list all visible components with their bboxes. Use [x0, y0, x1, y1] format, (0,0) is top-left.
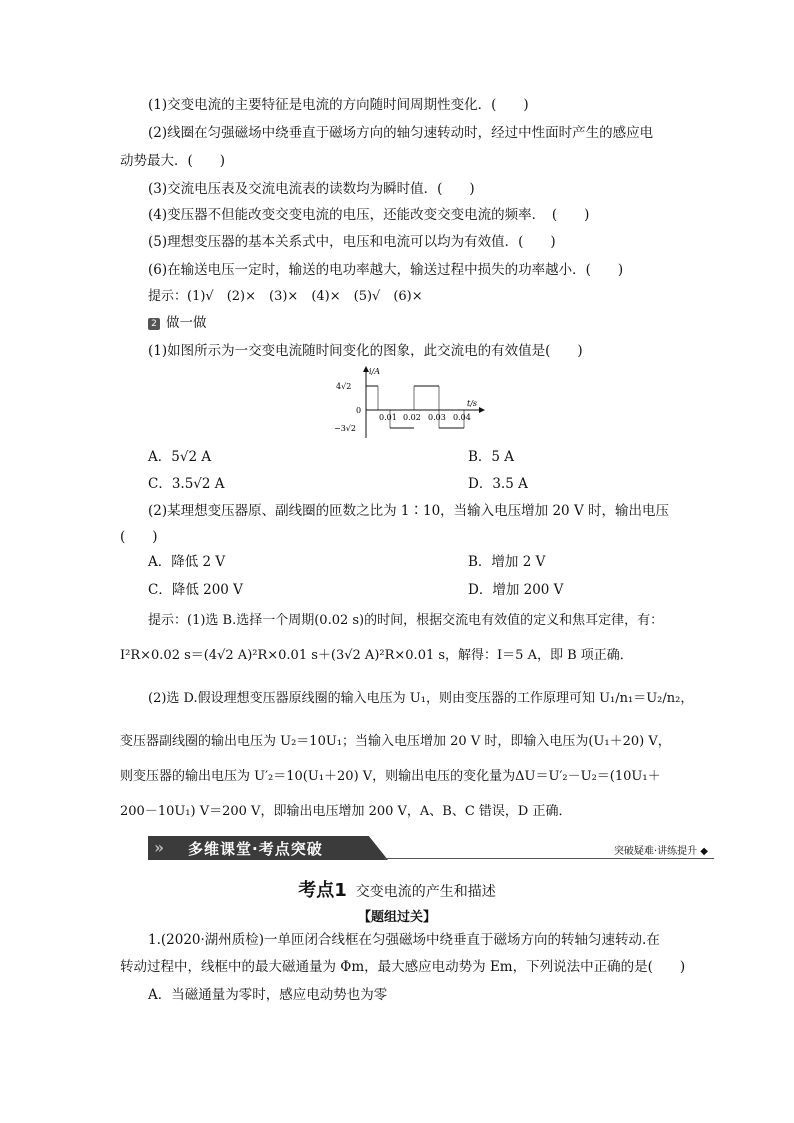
section-heading [148, 314, 207, 332]
judge-item-1: (1)交变电流的主要特征是电流的方向随时间周期性变化．( ) [148, 97, 529, 113]
y-tick-top: 4√2 [336, 382, 352, 391]
topic-heading [0, 876, 794, 902]
q1-option-c: C．3.5√2 A [148, 476, 225, 492]
section-banner [148, 836, 708, 860]
q2-stem: (2)某理想变压器原、副线圈的匝数之比为 1∶10，当输入电压增加 20 V 时，输出电压 [148, 503, 669, 519]
solution-line-5: 则变压器的输出电压为 U′₂＝10(U₁＋20) V，则输出电压的变化量为ΔU＝U′₂－U₂＝(10U₁＋ [120, 769, 661, 784]
topic-title: 交变电流的产生和描述 [355, 884, 496, 900]
q1-stem: (1)如图所示为一交变电流随时间变化的图象，此交流电的有效值是( ) [148, 343, 583, 359]
section-title: 做一做 [166, 315, 207, 331]
y-tick-zero: 0 [356, 406, 362, 415]
chevron-right-icon: » [154, 838, 164, 857]
q2-stem-cont: ( ) [120, 529, 158, 545]
solution-line-6: 200－10U₁) V＝200 V，即输出电压增加 200 V，A、B、C 错误，D 正确． [120, 804, 572, 819]
x-axis-label: t/s [467, 399, 478, 408]
banner-subtitle: 突破疑难·讲练提升 ◆ [613, 846, 708, 857]
q2-option-c: C．降低 200 V [148, 582, 243, 598]
group-title: 【题组过关】 [357, 910, 436, 925]
solution-line-4: 变压器副线圈的输出电压为 U₂＝10U₁；当输入电压增加 20 V 时，即输入电压为(U₁＋20) V， [120, 734, 671, 749]
judge-item-5: (5)理想变压器的基本关系式中，电压和电流可以均为有效值．( ) [148, 234, 556, 250]
y-axis-label: i/A [369, 367, 381, 376]
q1-option-d: D．3.5 A [468, 476, 528, 492]
solution-line-1: 提示：(1)选 B.选择一个周期(0.02 s)的时间，根据交流电有效值的定义和焦耳定律，有： [148, 613, 664, 628]
judge-item-6: (6)在输送电压一定时，输送的电功率越大，输送过程中损失的功率越小．( ) [148, 262, 624, 278]
q1-option-b: B．5 A [468, 449, 515, 465]
banner-divider [384, 858, 714, 859]
judge-item-2: (2)线圈在匀强磁场中绕垂直于磁场方向的轴匀速转动时，经过中性面时产生的感应电 [148, 125, 654, 141]
x-tick-1: 0.01 [379, 413, 397, 422]
topic-number: 考点1 [298, 880, 347, 901]
judge-item-2-cont: 动势最大．( ) [120, 153, 226, 169]
judge-item-4: (4)变压器不但能改变交变电流的电压，还能改变交变电流的频率． ( ) [148, 207, 590, 223]
problem-line-2: 转动过程中，线框中的最大磁通量为 Φm，最大感应电动势为 Em，下列说法中正确的是( ) [120, 959, 686, 975]
q2-option-d: D．增加 200 V [468, 582, 564, 598]
x-tick-2: 0.02 [403, 413, 421, 422]
x-tick-3: 0.03 [428, 413, 446, 422]
x-tick-4: 0.04 [453, 413, 471, 422]
q2-option-a: A．降低 2 V [148, 554, 226, 570]
current-graph [332, 364, 492, 440]
number-badge-icon: 2 [148, 318, 160, 330]
banner-title: 多维课堂·考点突破 [188, 840, 323, 858]
problem-line-1: 1.(2020·湖州质检)一单匝闭合线框在匀强磁场中绕垂直于磁场方向的转轴匀速转动.在 [148, 932, 660, 948]
solution-line-2: I²R×0.02 s＝(4√2 A)²R×0.01 s＋(3√2 A)²R×0.01 s，解得：I＝5 A，即 B 项正确． [120, 648, 633, 663]
q2-option-b: B．增加 2 V [468, 554, 546, 570]
judge-item-3: (3)交流电压表及交流电流表的读数均为瞬时值．( ) [148, 181, 475, 197]
y-tick-bottom: −3√2 [334, 424, 356, 433]
q1-option-a: A．5√2 A [148, 449, 212, 465]
judge-hint: 提示：(1)√ (2)× (3)× (4)× (5)√ (6)× [148, 289, 423, 304]
solution-line-3: (2)选 D.假设理想变压器原线圈的输入电压为 U₁，则由变压器的工作原理可知 U₁/n₁＝U₂/n₂， [148, 691, 694, 706]
problem-option-a: A．当磁通量为零时，感应电动势也为零 [148, 987, 388, 1003]
